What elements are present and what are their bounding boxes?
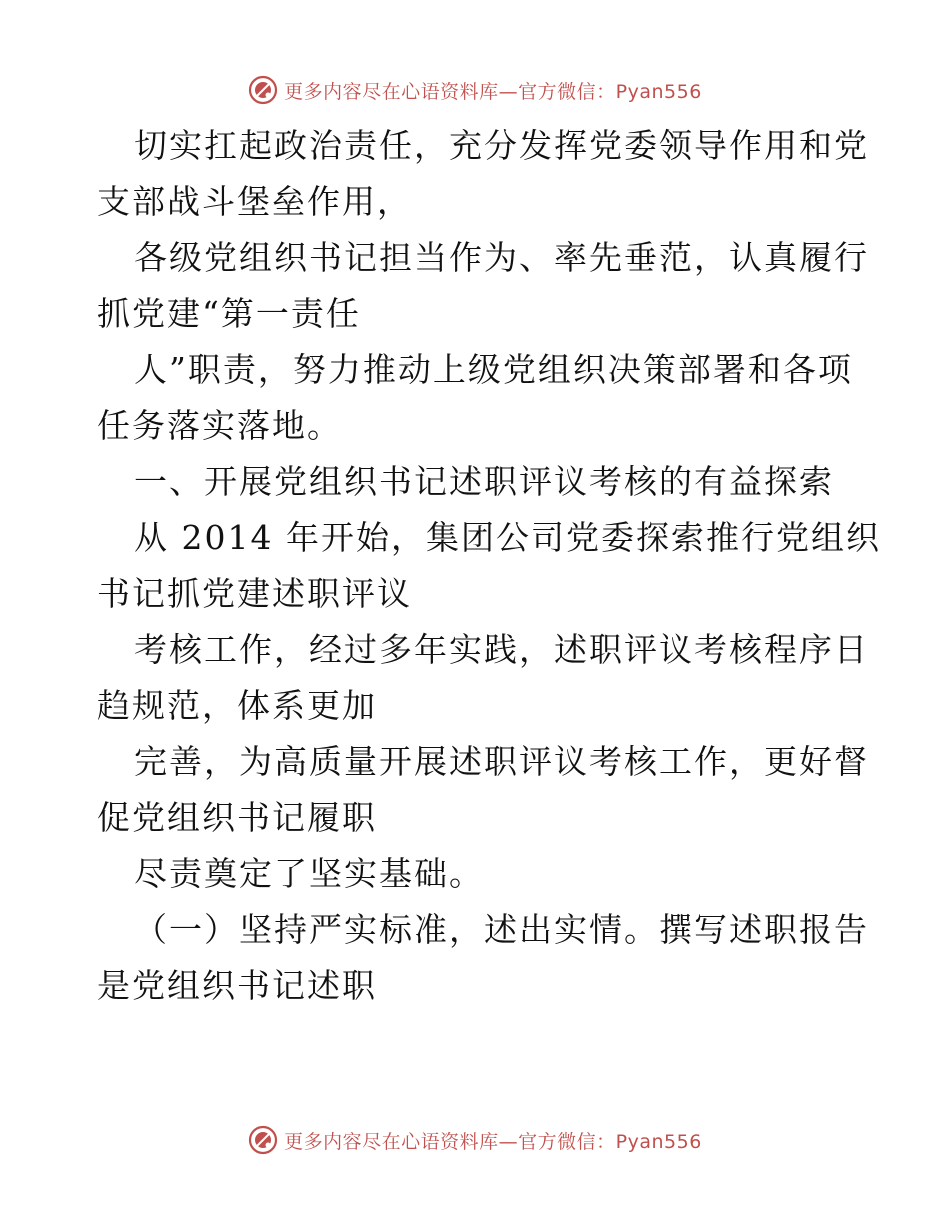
paragraph-line: 趋规范，体系更加 — [97, 686, 377, 725]
header-banner — [0, 70, 950, 110]
banner-text: 更多内容尽在心语资料库—官方微信：Pyan556 — [284, 80, 702, 103]
paragraph-line: 促党组织书记履职 — [97, 798, 377, 837]
paragraph-line: 人”职责，努力推动上级党组织决策部署和各项 — [134, 350, 853, 389]
document-body — [97, 118, 881, 1014]
banner-text: 更多内容尽在心语资料库—官方微信：Pyan556 — [284, 1130, 702, 1153]
paragraph-line: 抓党建“第一责任 — [97, 294, 361, 333]
paragraph-line: 从 2014 年开始，集团公司党委探索推行党组织 — [134, 518, 881, 557]
paragraph-line: 完善，为高质量开展述职评议考核工作，更好督 — [134, 742, 869, 781]
subsection-heading: （一）坚持严实标准，述出实情。撰写述职报告 — [134, 910, 869, 949]
seal-logo-icon — [248, 1125, 278, 1155]
seal-logo-icon — [248, 75, 278, 105]
paragraph-line: 是党组织书记述职 — [97, 966, 377, 1005]
paragraph-line: 切实扛起政治责任，充分发挥党委领导作用和党 — [134, 126, 869, 165]
paragraph-line: 尽责奠定了坚实基础。 — [134, 854, 484, 893]
paragraph-line: 书记抓党建述职评议 — [97, 574, 412, 613]
paragraph-line: 任务落实落地。 — [97, 406, 342, 445]
paragraph-line: 支部战斗堡垒作用， — [97, 182, 412, 221]
footer-banner — [0, 1120, 950, 1160]
section-heading: 一、开展党组织书记述职评议考核的有益探索 — [134, 462, 834, 501]
paragraph-line: 考核工作，经过多年实践，述职评议考核程序日 — [134, 630, 869, 669]
paragraph-line: 各级党组织书记担当作为、率先垂范，认真履行 — [134, 238, 869, 277]
